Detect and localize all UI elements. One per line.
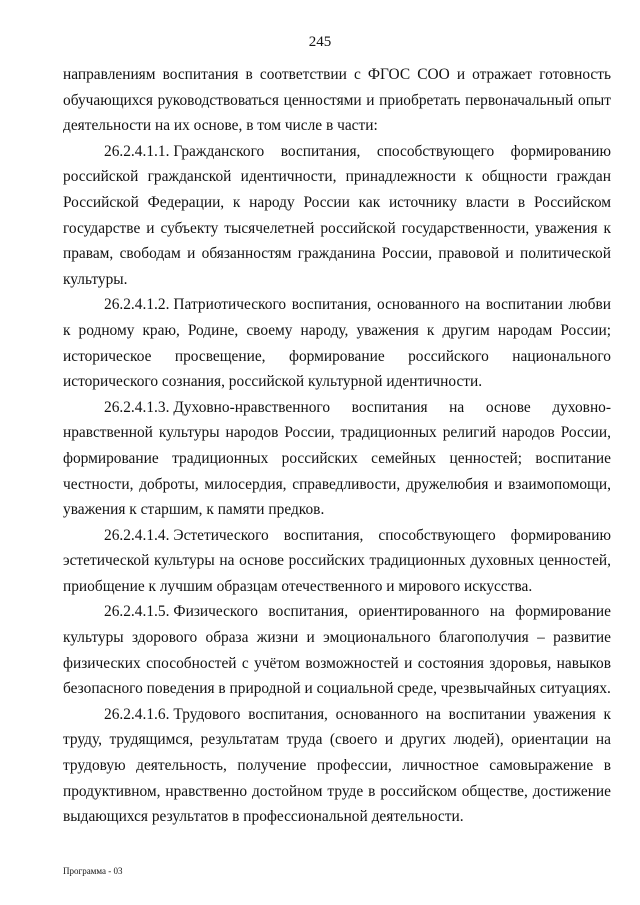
paragraph-26-2-4-1-4 — [63, 523, 611, 600]
footer-program-code: Программа - 03 — [63, 866, 123, 876]
paragraph-text: Эстетического воспитания, способствующего формированию эстетической культуры на основе российских традиционных духовных ценностей, приобщение к лучшим образцам отечественного и мирового искусства. — [63, 526, 611, 595]
paragraph-number: 26.2.4.1.1. — [104, 142, 170, 160]
page-number: 245 — [308, 34, 332, 50]
paragraph-text: Трудового воспитания, основанного на воспитании уважения к труду, трудящимся, результатам труда (своего и других людей), ориентации на трудовую деятельность, получение профессии, личностное самовыражение в продуктивном, нравственно достойном труде в российском обществе, достижение выдающихся результатов в профессиональной деятельности. — [63, 705, 611, 826]
document-body — [63, 62, 611, 830]
paragraph-number: 26.2.4.1.2. — [104, 296, 170, 314]
paragraph-number: 26.2.4.1.6. — [104, 705, 170, 723]
paragraph-26-2-4-1-3 — [63, 395, 611, 523]
paragraph-26-2-4-1-5 — [63, 599, 611, 701]
paragraph-text: Физического воспитания, ориентированного на формирование культуры здорового образа жизни и эмоционального благополучия – развитие физических способностей с учётом возможностей и состояния здоровья, навыков безопасного поведения в природной и социальной среде, чрезвычайных ситуациях. — [63, 603, 611, 698]
paragraph-26-2-4-1-1 — [63, 139, 611, 293]
paragraph-text: Патриотического воспитания, основанного на воспитании любви к родному краю, Родине, своему народу, уважения к другим народам России; историческое просвещение, формирование российского национального исторического сознания, российской культурной идентичности. — [63, 296, 611, 391]
paragraph-26-2-4-1-2 — [63, 292, 611, 394]
paragraph-text: Духовно-нравственного воспитания на основе духовно-нравственной культуры народов России, традиционных религий народов России, формирование традиционных российских семейных ценностей; воспитание честности, доброты, милосердия, справедливости, дружелюбия и взаимопомощи, уважения к старшим, к памяти предков. — [63, 398, 611, 519]
intro-paragraph: направлениям воспитания в соответствии с ФГОС СОО и отражает готовность обучающихся руководствоваться ценностями и приобретать первоначальный опыт деятельности на их основе, в том числе в части: — [63, 66, 611, 135]
paragraph-26-2-4-1-6 — [63, 702, 611, 830]
paragraph-number: 26.2.4.1.4. — [104, 526, 170, 544]
paragraph-number: 26.2.4.1.5. — [104, 603, 170, 621]
paragraph-number: 26.2.4.1.3. — [104, 398, 170, 416]
paragraph-text: Гражданского воспитания, способствующего формированию российской гражданской идентичности, принадлежности к общности граждан Российской Федерации, к народу России как источнику власти в Российском государстве и субъекту тысячелетней российской государственности, уважения к правам, свободам и обязанностям гражданина России, правовой и политической культуры. — [63, 142, 611, 288]
